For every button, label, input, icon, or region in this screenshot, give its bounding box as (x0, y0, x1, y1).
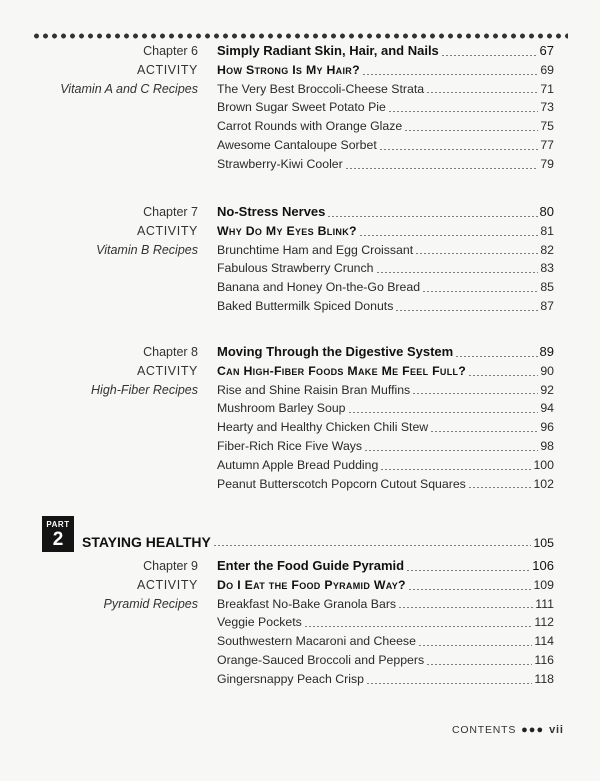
dot-leader (380, 469, 531, 470)
activity-label: ACTIVITY (136, 363, 198, 378)
recipe-entry[interactable] (217, 418, 554, 437)
recipe-title: Fabulous Strawberry Crunch (217, 261, 374, 276)
dot-leader (468, 375, 538, 376)
recipe-entry[interactable] (217, 651, 554, 670)
page-number: 75 (540, 119, 554, 134)
page-number: 114 (534, 634, 554, 649)
dot-leader (348, 412, 539, 413)
page-number: 89 (539, 344, 554, 359)
chapter-title-entry[interactable] (217, 203, 554, 222)
recipe-title: Orange-Sauced Broccoli and Peppers (217, 652, 425, 667)
dot-leader (366, 683, 532, 684)
part-title: STAYING HEALTHY (82, 534, 211, 550)
recipe-entry[interactable] (217, 670, 554, 689)
dot-leader (408, 589, 532, 590)
activity-title: Can High-Fiber Foods Make Me Feel Full? (217, 363, 467, 378)
dot-leader (213, 545, 532, 546)
dot-leader (418, 645, 532, 646)
recipe-entry[interactable] (217, 98, 554, 117)
dot-leader (426, 664, 532, 665)
activity-entry[interactable] (217, 362, 554, 381)
dot-leader (404, 130, 538, 131)
recipe-entry[interactable] (217, 155, 554, 174)
dot-leader (379, 149, 539, 150)
page-number: 100 (533, 457, 554, 472)
page-footer (452, 724, 570, 736)
recipes-label: High-Fiber Recipes (91, 382, 198, 397)
page-number: 109 (533, 577, 554, 592)
page-number: 69 (540, 62, 554, 77)
chapter-8-block (0, 343, 600, 493)
recipe-title: Autumn Apple Bread Pudding (217, 457, 379, 472)
page-number: 80 (539, 204, 554, 219)
part-2-heading (42, 516, 554, 550)
activity-title: Do I Eat the Food Pyramid Way? (217, 577, 406, 592)
recipe-title: Southwestern Macaroni and Cheese (217, 634, 416, 649)
activity-entry[interactable] (217, 576, 554, 595)
part-word: PART (46, 520, 70, 529)
footer-page-number: vii (549, 724, 564, 736)
recipe-title: Rise and Shine Raisin Bran Muffins (217, 382, 411, 397)
page-number: 85 (540, 280, 554, 295)
top-dot-border (32, 30, 568, 42)
chapter-title-entry[interactable] (217, 343, 554, 362)
chapter-title-entry[interactable] (217, 42, 554, 61)
activity-entry[interactable] (217, 61, 554, 80)
page-number: 96 (540, 420, 554, 435)
activity-label: ACTIVITY (136, 223, 198, 238)
recipe-entry[interactable] (217, 259, 554, 278)
chapter-label: Chapter 7 (143, 205, 198, 219)
dot-leader (388, 111, 538, 112)
recipe-entry[interactable] (217, 456, 554, 475)
recipe-entry[interactable] (217, 297, 554, 316)
dot-leader (426, 92, 538, 93)
chapter-title: Moving Through the Digestive System (217, 344, 454, 359)
recipe-title: Fiber-Rich Rice Five Ways (217, 438, 363, 453)
dot-leader (364, 450, 538, 451)
dot-leader (395, 310, 538, 311)
activity-label: ACTIVITY (136, 577, 198, 592)
page-number: 79 (540, 156, 554, 171)
dot-leader (455, 356, 537, 357)
recipe-title: Hearty and Healthy Chicken Chili Stew (217, 420, 429, 435)
recipe-title: Peanut Butterscotch Popcorn Cutout Squares (217, 476, 466, 491)
recipe-title: Mushroom Barley Soup (217, 401, 346, 416)
dot-leader (430, 431, 538, 432)
recipes-label: Vitamin A and C Recipes (60, 81, 198, 96)
page-number: 112 (534, 615, 554, 630)
chapter-6-block (0, 42, 600, 174)
activity-label: ACTIVITY (136, 62, 198, 77)
chapter-label: Chapter 9 (143, 559, 198, 573)
recipe-entry[interactable] (217, 241, 554, 260)
chapter-title-entry[interactable] (217, 557, 554, 576)
recipes-label: Vitamin B Recipes (96, 242, 198, 257)
dot-leader (345, 168, 539, 169)
part-number: 2 (52, 529, 64, 550)
activity-title: How Strong Is My Hair? (217, 62, 360, 77)
chapter-title: Simply Radiant Skin, Hair, and Nails (217, 43, 439, 58)
recipe-entry[interactable] (217, 437, 554, 456)
part-badge (42, 516, 74, 552)
dot-leader (359, 235, 539, 236)
chapter-9-block (0, 557, 600, 689)
dot-leader (468, 487, 532, 488)
page-number: 92 (540, 382, 554, 397)
recipe-entry[interactable] (217, 399, 554, 418)
recipe-entry[interactable] (217, 595, 554, 614)
page-number: 102 (533, 476, 554, 491)
recipe-entry[interactable] (217, 278, 554, 297)
page-number: 87 (540, 298, 554, 313)
recipe-entry[interactable] (217, 117, 554, 136)
activity-entry[interactable] (217, 222, 554, 241)
chapter-label: Chapter 8 (143, 345, 198, 359)
recipe-entry[interactable] (217, 381, 554, 400)
footer-dots: ●●● (521, 724, 545, 736)
chapter-label: Chapter 6 (143, 44, 198, 58)
page-number: 98 (540, 438, 554, 453)
dot-leader (406, 570, 530, 571)
recipe-title: Banana and Honey On-the-Go Bread (217, 280, 421, 295)
dot-leader (422, 291, 538, 292)
recipe-entry[interactable] (217, 632, 554, 651)
dot-leader (412, 393, 538, 394)
page-number: 81 (540, 223, 554, 238)
page-number: 118 (534, 671, 554, 686)
recipe-title: Veggie Pockets (217, 615, 302, 630)
recipe-entry[interactable] (217, 80, 554, 99)
footer-label: CONTENTS (452, 724, 517, 736)
recipe-title: Breakfast No-Bake Granola Bars (217, 596, 397, 611)
dot-leader (398, 607, 533, 608)
page-number: 73 (540, 100, 554, 115)
page-number: 83 (540, 261, 554, 276)
page-number: 106 (532, 558, 554, 573)
page-number: 71 (540, 81, 554, 96)
recipe-title: The Very Best Broccoli-Cheese Strata (217, 81, 425, 96)
page-number: 111 (535, 596, 554, 611)
recipe-title: Brown Sugar Sweet Potato Pie (217, 100, 386, 115)
part-title-entry[interactable] (82, 534, 554, 550)
page-number: 90 (540, 363, 554, 378)
recipe-entry[interactable] (217, 613, 554, 632)
recipe-title: Strawberry-Kiwi Cooler (217, 156, 343, 171)
activity-title: Why Do My Eyes Blink? (217, 223, 357, 238)
dot-leader (362, 74, 538, 75)
chapter-7-block (0, 203, 600, 316)
page-number: 94 (540, 401, 554, 416)
dot-leader (376, 272, 539, 273)
chapter-title: Enter the Food Guide Pyramid (217, 558, 405, 573)
page-number: 67 (539, 43, 554, 58)
recipe-title: Awesome Cantaloupe Sorbet (217, 137, 377, 152)
dot-leader (304, 626, 533, 627)
dot-leader (327, 216, 537, 217)
dot-leader (415, 253, 538, 254)
dot-leader (441, 55, 538, 56)
recipes-label: Pyramid Recipes (103, 596, 198, 611)
recipe-title: Baked Buttermilk Spiced Donuts (217, 298, 394, 313)
page-number: 105 (533, 536, 554, 550)
recipe-title: Carrot Rounds with Orange Glaze (217, 119, 403, 134)
recipe-title: Brunchtime Ham and Egg Croissant (217, 242, 414, 257)
recipe-entry[interactable] (217, 136, 554, 155)
recipe-entry[interactable] (217, 475, 554, 494)
chapter-title: No-Stress Nerves (217, 204, 326, 219)
page-number: 77 (540, 137, 554, 152)
page-number: 82 (540, 242, 554, 257)
page-number: 116 (534, 652, 554, 667)
recipe-title: Gingersnappy Peach Crisp (217, 671, 364, 686)
